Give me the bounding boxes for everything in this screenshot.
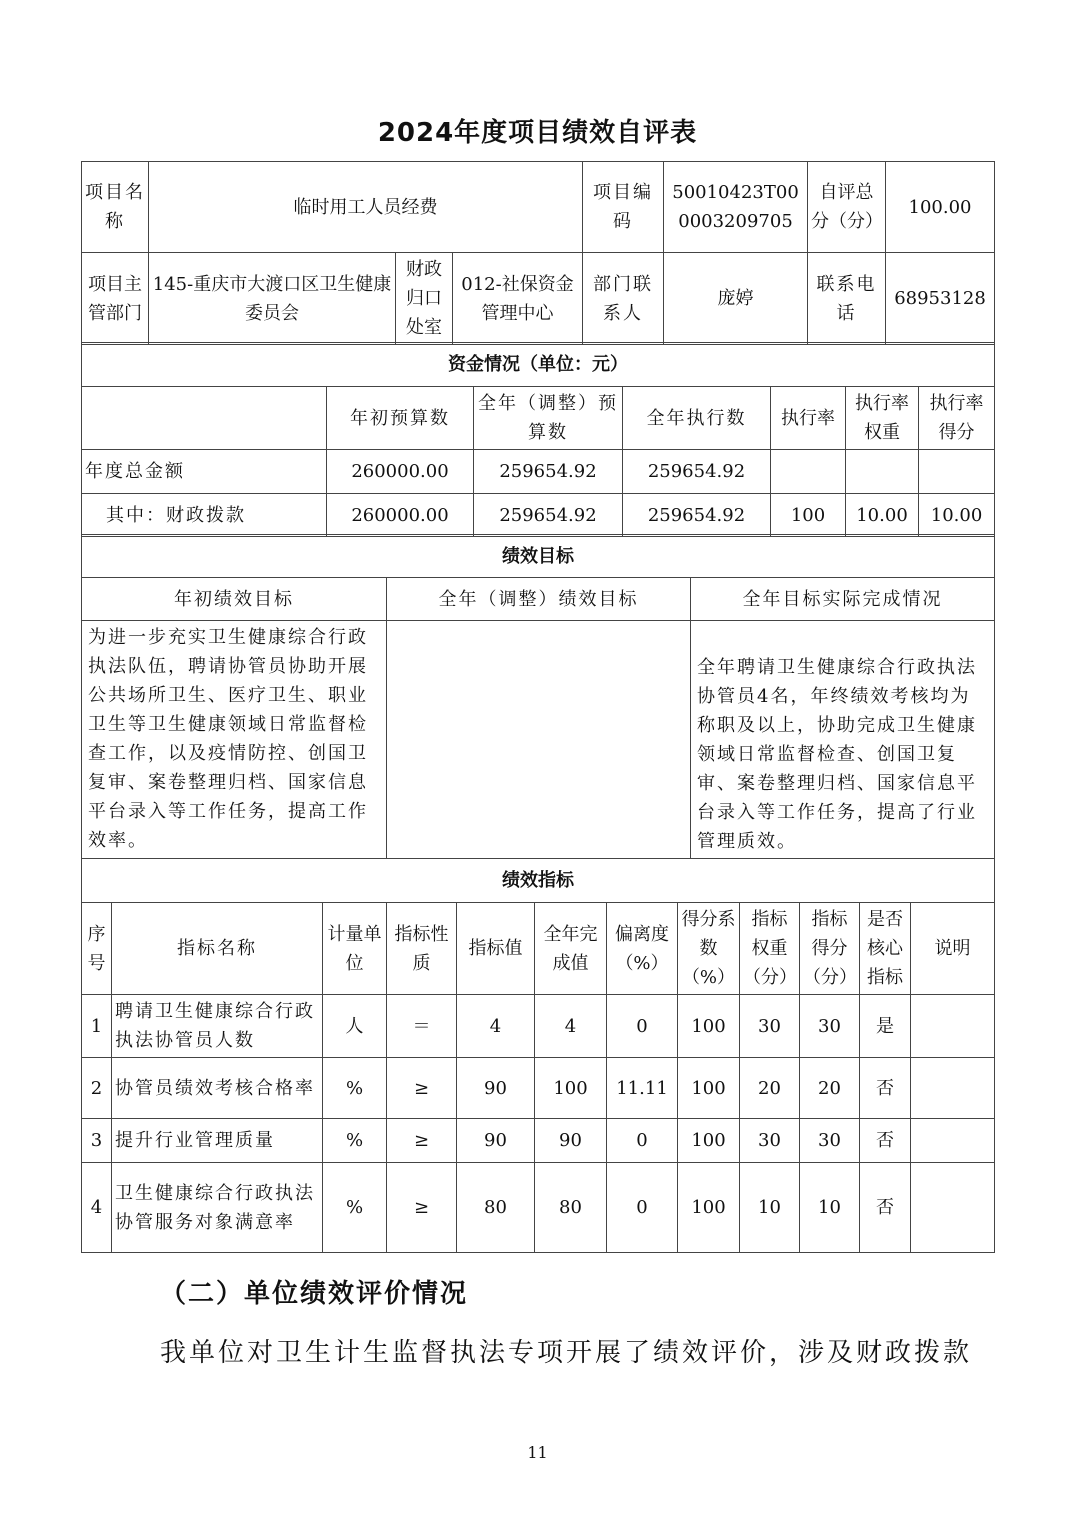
indicator-header-cell: 指标值 — [457, 903, 535, 995]
contact-label: 部门联系人 — [583, 253, 664, 345]
funds-cell: 260000.00 — [327, 450, 474, 494]
indicator-cell: 10 — [740, 1163, 800, 1253]
office-value: 012-社保资金管理中心 — [453, 253, 583, 345]
indicator-cell: 1 — [82, 995, 112, 1058]
adjusted-goal-text — [387, 621, 691, 859]
indicator-header-cell: 指标名称 — [112, 903, 323, 995]
indicator-cell: 4 — [82, 1163, 112, 1253]
indicator-cell: % — [323, 1163, 387, 1253]
actual-completion-text: 全年聘请卫生健康综合行政执法协管员4名，年终绩效考核均为称职及以上，协助完成卫生健康领域日常监督检查、创国卫复审、案卷整理归档、国家信息平台录入等工作任务，提高了行业管理质效。 — [691, 621, 995, 859]
indicator-cell: 20 — [800, 1058, 860, 1119]
funds-header-cell: 全年（调整）预算数 — [474, 387, 623, 450]
funds-cell: 260000.00 — [327, 494, 474, 537]
indicator-cell: 100 — [535, 1058, 607, 1119]
indicator-cell: 0 — [607, 1163, 678, 1253]
indicator-cell: % — [323, 1119, 387, 1163]
indicator-cell: 80 — [457, 1163, 535, 1253]
funds-header-cell: 执行率得分 — [919, 387, 995, 450]
indicator-cell: 否 — [860, 1058, 911, 1119]
project-name: 临时用工人员经费 — [149, 162, 583, 253]
indicator-cell: 90 — [457, 1119, 535, 1163]
indicator-cell: ＝ — [387, 995, 457, 1058]
indicator-name: 协管员绩效考核合格率 — [112, 1058, 323, 1119]
table-row — [82, 1058, 995, 1119]
indicator-cell — [911, 1163, 995, 1253]
table-row — [82, 1163, 995, 1253]
funds-cell: 259654.92 — [623, 494, 771, 537]
indicator-cell: 否 — [860, 1163, 911, 1253]
goals-header-cell: 全年（调整）绩效目标 — [387, 578, 691, 621]
indicator-cell: 11.11 — [607, 1058, 678, 1119]
indicator-name: 卫生健康综合行政执法协管服务对象满意率 — [112, 1163, 323, 1253]
indicator-cell: 90 — [457, 1058, 535, 1119]
indicator-cell: 100 — [678, 1119, 740, 1163]
table-row — [82, 494, 995, 537]
indicator-header-cell: 全年完成值 — [535, 903, 607, 995]
indicator-name: 聘请卫生健康综合行政执法协管员人数 — [112, 995, 323, 1058]
indicator-cell: 30 — [800, 1119, 860, 1163]
indicator-cell: 0 — [607, 1119, 678, 1163]
project-name-label: 项目名称 — [82, 162, 149, 253]
indicator-cell: 80 — [535, 1163, 607, 1253]
indicator-cell: ≥ — [387, 1163, 457, 1253]
funds-section-title: 资金情况（单位：元） — [82, 343, 995, 387]
indicator-header-cell: 序号 — [82, 903, 112, 995]
indicator-header-cell: 说明 — [911, 903, 995, 995]
indicator-cell: 10 — [800, 1163, 860, 1253]
indicator-header-cell: 指标性质 — [387, 903, 457, 995]
funds-cell — [771, 450, 846, 494]
project-code-label: 项目编码 — [583, 162, 664, 253]
table-row — [82, 1119, 995, 1163]
funds-cell: 259654.92 — [474, 494, 623, 537]
phone-value: 68953128 — [886, 253, 995, 345]
funds-cell: 10.00 — [846, 494, 919, 537]
page-title: 2024年度项目绩效自评表 — [377, 118, 698, 148]
indicator-cell — [911, 1058, 995, 1119]
indicator-cell: 30 — [740, 995, 800, 1058]
funds-cell: 259654.92 — [474, 450, 623, 494]
funds-row-label: 年度总金额 — [82, 450, 327, 494]
indicator-header-cell: 计量单位 — [323, 903, 387, 995]
funds-row-label: 其中：财政拨款 — [82, 494, 327, 537]
indicator-cell: ≥ — [387, 1119, 457, 1163]
indicator-name: 提升行业管理质量 — [112, 1119, 323, 1163]
indicators-table — [81, 858, 995, 1253]
table-row — [82, 995, 995, 1058]
phone-label: 联系电话 — [808, 253, 886, 345]
indicator-cell: 90 — [535, 1119, 607, 1163]
indicator-header-cell: 指标权重（分） — [740, 903, 800, 995]
indicator-cell: 2 — [82, 1058, 112, 1119]
indicator-cell: 4 — [535, 995, 607, 1058]
indicator-header-cell: 指标得分（分） — [800, 903, 860, 995]
dept-value: 145-重庆市大渡口区卫生健康委员会 — [149, 253, 396, 345]
indicator-cell: 20 — [740, 1058, 800, 1119]
funds-cell — [919, 450, 995, 494]
indicator-cell: 否 — [860, 1119, 911, 1163]
indicator-cell: 人 — [323, 995, 387, 1058]
funds-cell: 259654.92 — [623, 450, 771, 494]
indicator-cell — [911, 995, 995, 1058]
funds-table — [81, 342, 995, 537]
funds-header-cell — [82, 387, 327, 450]
funds-cell: 100 — [771, 494, 846, 537]
initial-goal-text: 为进一步充实卫生健康综合行政执法队伍，聘请协管员协助开展公共场所卫生、医疗卫生、职业卫生等卫生健康领域日常监督检查工作，以及疫情防控、创国卫复审、案卷整理归档、国家信息平台录入等工作任务，提高工作效率。 — [82, 621, 387, 859]
page-number: 11 — [527, 1443, 548, 1462]
funds-cell: 10.00 — [919, 494, 995, 537]
indicator-header-cell: 是否核心指标 — [860, 903, 911, 995]
indicator-cell: 100 — [678, 1058, 740, 1119]
indicator-cell — [911, 1119, 995, 1163]
funds-header-cell: 执行率 — [771, 387, 846, 450]
contact-value: 庞婷 — [664, 253, 808, 345]
goals-header-cell: 年初绩效目标 — [82, 578, 387, 621]
score-label: 自评总分（分） — [808, 162, 886, 253]
indicators-section-title: 绩效指标 — [82, 859, 995, 903]
indicator-header-cell: 得分系数（%） — [678, 903, 740, 995]
indicator-cell: % — [323, 1058, 387, 1119]
indicator-cell: 3 — [82, 1119, 112, 1163]
funds-cell — [846, 450, 919, 494]
goals-table — [81, 534, 995, 859]
goals-header-cell: 全年目标实际完成情况 — [691, 578, 995, 621]
section-heading: （二）单位绩效评价情况 — [160, 1279, 469, 1309]
indicator-header-cell: 偏离度（%） — [607, 903, 678, 995]
indicator-cell: 0 — [607, 995, 678, 1058]
indicator-cell: 100 — [678, 995, 740, 1058]
indicator-cell: 4 — [457, 995, 535, 1058]
funds-header-cell: 年初预算数 — [327, 387, 474, 450]
indicator-cell: 是 — [860, 995, 911, 1058]
project-code: 50010423T000003209705 — [664, 162, 808, 253]
indicator-cell: ≥ — [387, 1058, 457, 1119]
funds-header-cell: 执行率权重 — [846, 387, 919, 450]
indicator-cell: 30 — [740, 1119, 800, 1163]
indicator-cell: 30 — [800, 995, 860, 1058]
score-value: 100.00 — [886, 162, 995, 253]
table-row — [82, 450, 995, 494]
indicator-cell: 100 — [678, 1163, 740, 1253]
funds-header-cell: 全年执行数 — [623, 387, 771, 450]
project-info-table — [81, 161, 995, 345]
body-paragraph: 我单位对卫生计生监督执法专项开展了绩效评价，涉及财政拨款 — [160, 1338, 973, 1368]
office-label: 财政归口处室 — [396, 253, 453, 345]
dept-label: 项目主管部门 — [82, 253, 149, 345]
goals-section-title: 绩效目标 — [82, 535, 995, 578]
